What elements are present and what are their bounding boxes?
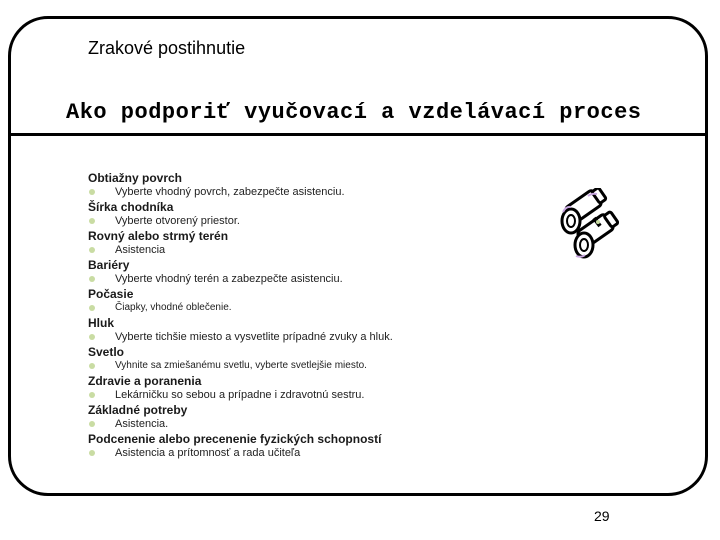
slide-title: Ako podporiť vyučovací a vzdelávací proces [66,100,642,125]
item-heading: Základné potreby [88,403,188,417]
bullet-dot-icon [89,247,95,253]
item-heading: Obtiažny povrch [88,171,183,185]
content-list [88,170,508,460]
item-text: Asistencia. [115,418,169,430]
item-heading: Šírka chodníka [88,200,174,214]
item-text: Vyberte otvorený priestor. [115,215,240,227]
item-text: Vyberte vhodný terén a zabezpečte asistenciu. [115,273,343,285]
item-text: Čiapky, vhodné oblečenie. [115,302,232,313]
bullet-dot-icon [89,421,95,427]
list-item [88,301,508,315]
item-text: Vyberte vhodný povrch, zabezpečte asistenciu. [115,186,345,198]
list-item [88,417,508,431]
binoculars-icon [558,188,628,260]
bullet-dot-icon [89,392,95,398]
list-item [88,272,508,286]
list-item [88,243,508,257]
bullet-dot-icon [89,189,95,195]
slide-subtitle: Zrakové postihnutie [88,38,246,58]
bullet-dot-icon [89,334,95,340]
item-heading: Bariéry [88,258,130,272]
item-heading: Zdravie a poranenia [88,374,202,388]
bullet-dot-icon [89,218,95,224]
list-item [88,330,508,344]
item-text: Asistencia [115,244,166,256]
list-item [88,359,508,373]
bullet-dot-icon [89,305,95,311]
item-text: Vyberte tichšie miesto a vysvetlite prípadné zvuky a hluk. [115,331,393,343]
bullet-dot-icon [89,276,95,282]
list-item [88,214,508,228]
item-text: Lekárničku so sebou a prípadne i zdravotnú sestru. [115,389,365,401]
page-number: 29 [594,508,610,524]
item-heading: Svetlo [88,345,125,359]
item-heading: Hluk [88,316,115,330]
bullet-dot-icon [89,363,95,369]
item-heading: Rovný alebo strmý terén [88,229,229,243]
item-text: Asistencia a prítomnosť a rada učiteľa [115,447,301,459]
list-item [88,388,508,402]
item-heading: Počasie [88,287,134,301]
item-text: Vyhnite sa zmiešanému svetlu, vyberte svetlejšie miesto. [115,360,367,371]
list-item [88,185,508,199]
title-divider [8,133,705,136]
item-heading: Podcenenie alebo precenenie fyzických schopností [88,432,382,446]
bullet-dot-icon [89,450,95,456]
list-item [88,446,508,460]
